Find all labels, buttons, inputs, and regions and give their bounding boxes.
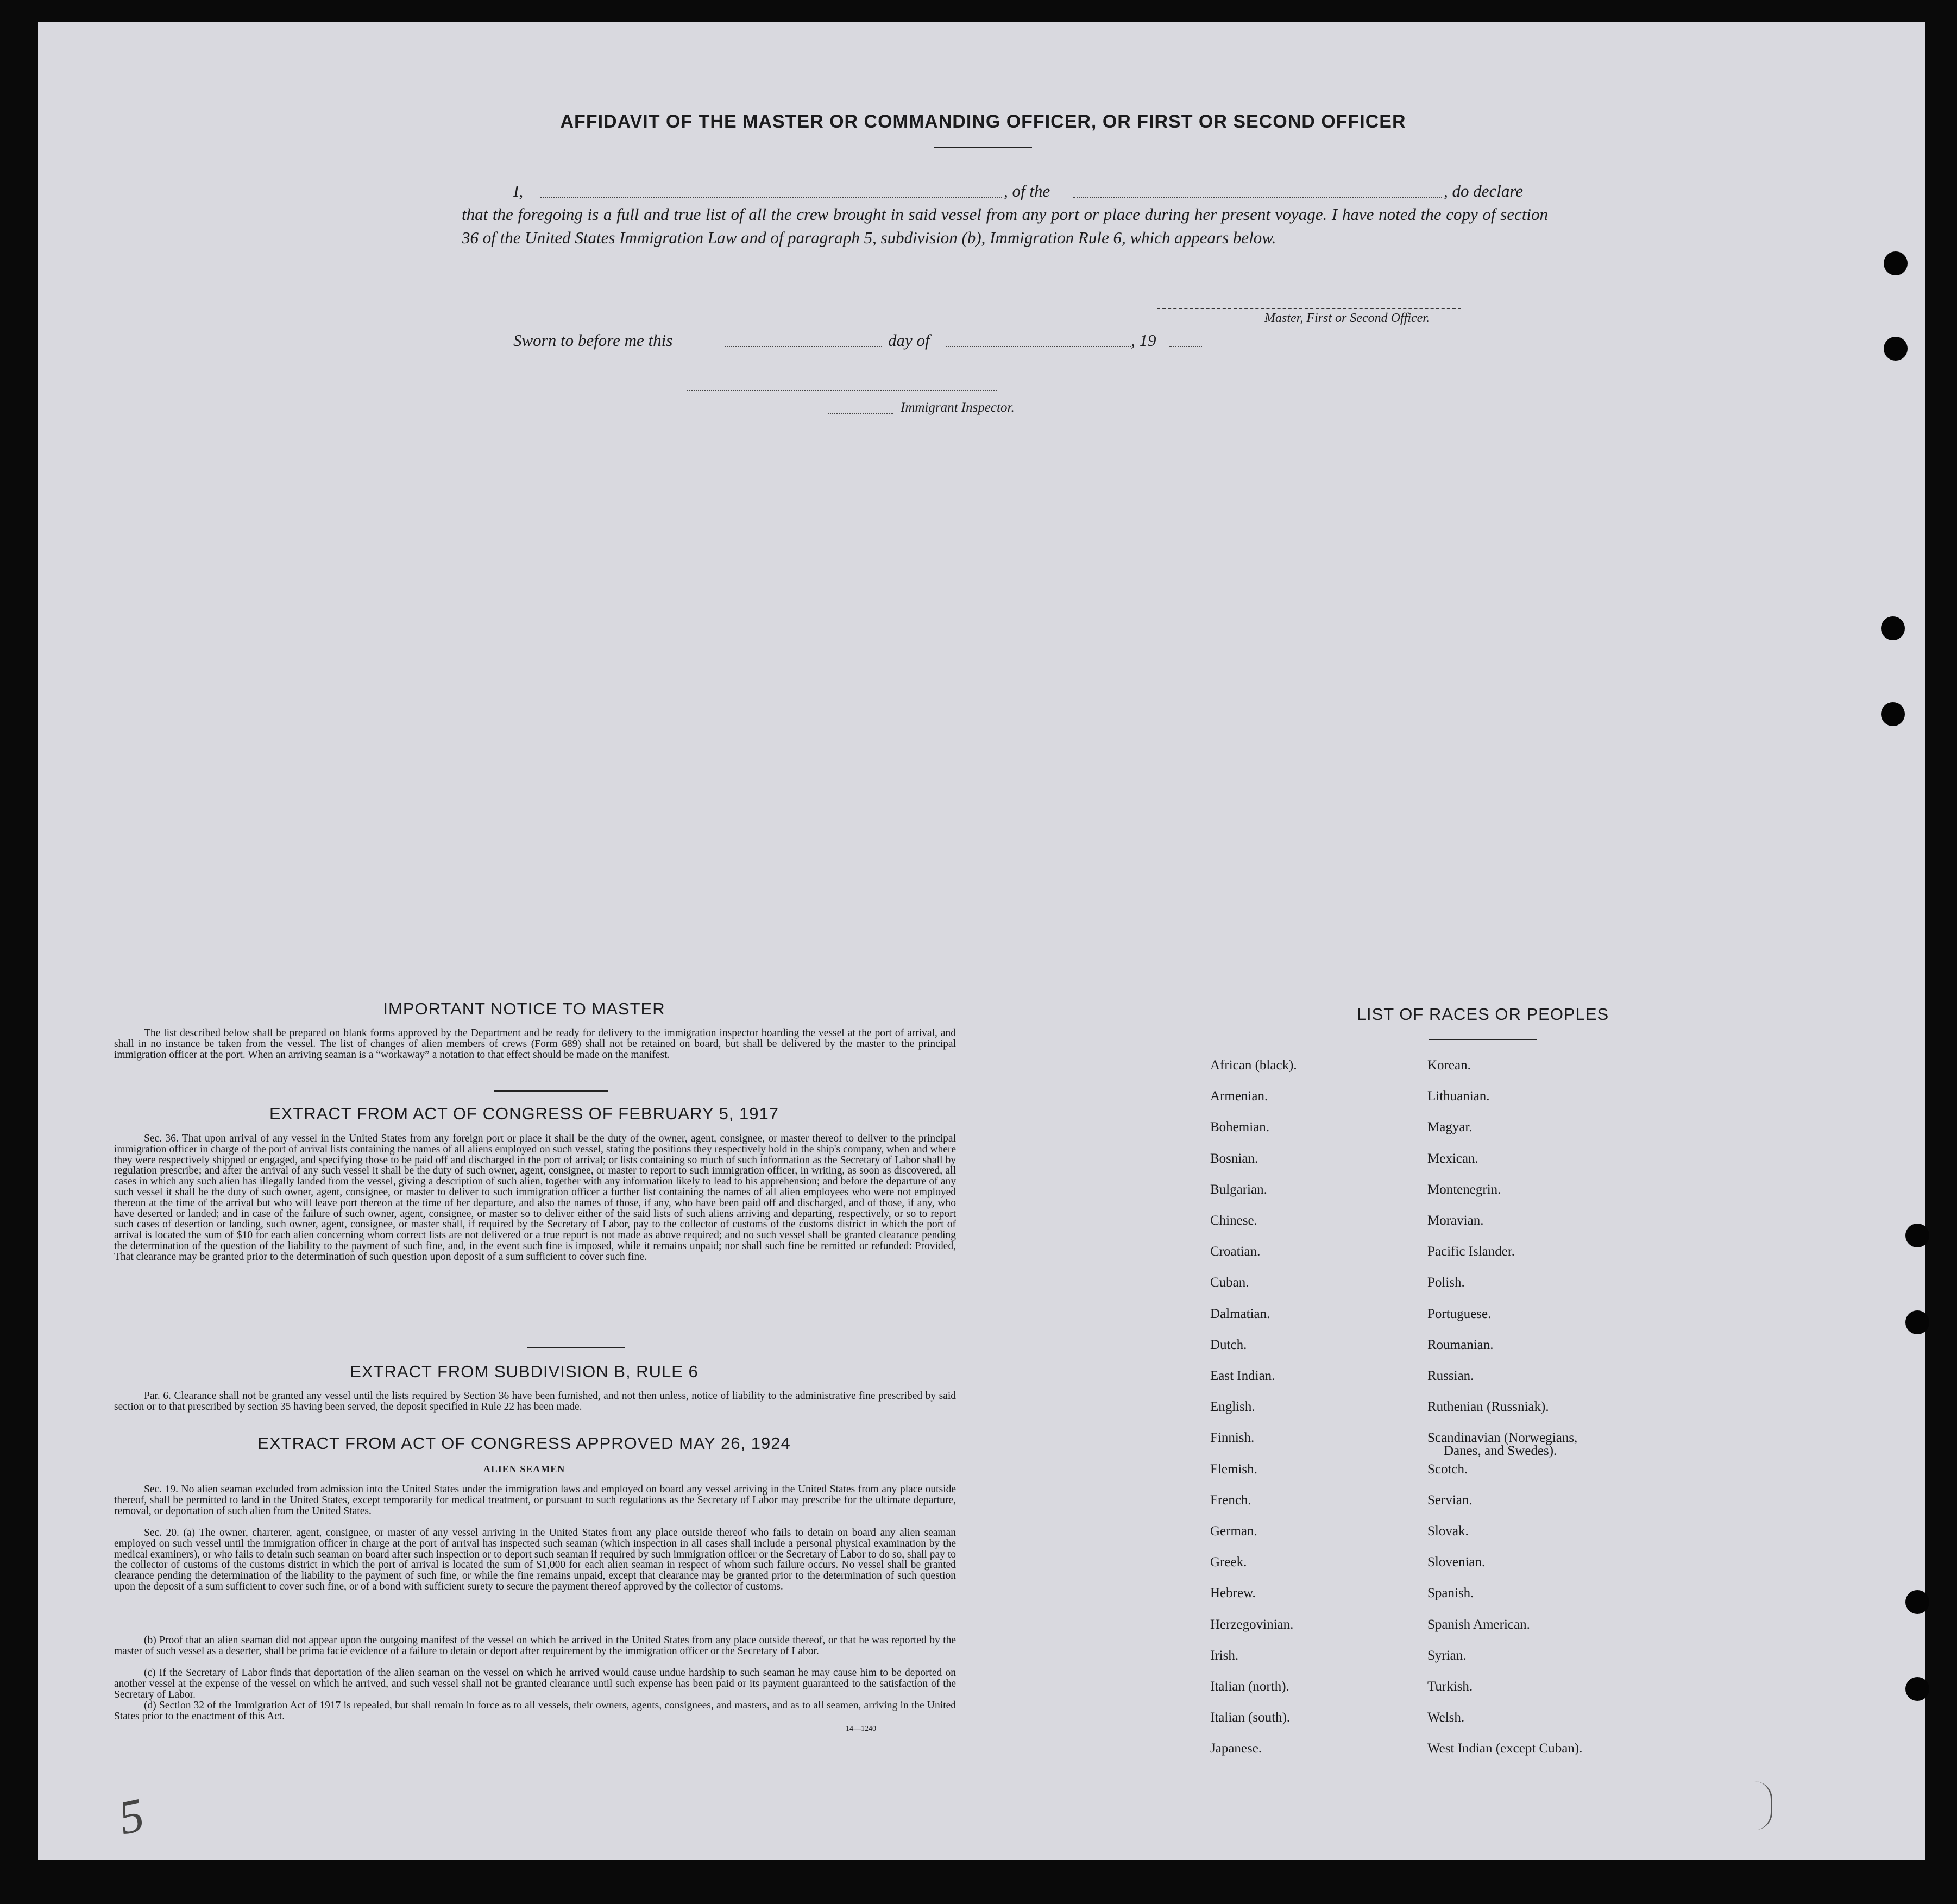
month-blank[interactable]: [946, 346, 1131, 347]
race-item: Spanish American.: [1427, 1617, 1530, 1632]
notice-title: IMPORTANT NOTICE TO MASTER: [383, 999, 665, 1018]
race-item: Syrian.: [1427, 1648, 1467, 1663]
extract-rule6-title: EXTRACT FROM SUBDIVISION B, RULE 6: [350, 1362, 699, 1381]
race-item: Polish.: [1427, 1275, 1465, 1290]
race-item: Welsh.: [1427, 1710, 1465, 1725]
race-item: Servian.: [1427, 1492, 1473, 1508]
year-blank[interactable]: [1169, 346, 1202, 347]
day-of-label: day of: [888, 331, 930, 350]
race-item: Ruthenian (Russniak).: [1427, 1399, 1549, 1415]
sec19-paragraph: Sec. 19. No alien seaman excluded from admission into the United States under the immigration laws and employed on board any vessel arriving in the United States from any place outside thereof, shall be permitted to land in the United States, except temporarily for medical treatment, or pursuant to such regulations as the Secretary of Labor may prescribe for the ultimate departure, removal, or deportation of such alien from the United States.: [114, 1484, 956, 1517]
race-item: Magyar.: [1427, 1120, 1473, 1135]
affidavit-title: AFFIDAVIT OF THE MASTER OR COMMANDING OFFICER, OR FIRST OR SECOND OFFICER: [560, 111, 1406, 132]
punch-hole: [1884, 337, 1908, 361]
extract-1917-divider: [527, 1347, 625, 1348]
sec20b-paragraph: (b) Proof that an alien seaman did not appear upon the outgoing manifest of the vessel on which he arrived in the United States from any place outside thereof, or that he was reported by the master of such vessel as a deserter, shall be prima facie evidence of a failure to detain or deport after requirement by the immigration officer or the Secretary of Labor.: [114, 1635, 956, 1657]
sworn-label: Sworn to before me this: [513, 331, 673, 350]
race-item: Moravian.: [1427, 1213, 1484, 1228]
race-item: Dalmatian.: [1210, 1306, 1270, 1321]
signature-line[interactable]: [1157, 308, 1461, 309]
race-item: Russian.: [1427, 1369, 1474, 1383]
race-item: Italian (north).: [1210, 1679, 1289, 1694]
race-item: Montenegrin.: [1427, 1182, 1501, 1197]
year-label: , 19: [1131, 331, 1156, 350]
race-item: Bulgarian.: [1210, 1182, 1267, 1197]
race-item: Armenian.: [1210, 1089, 1268, 1104]
race-item: Lithuanian.: [1427, 1089, 1490, 1104]
punch-hole: [1905, 1224, 1929, 1247]
punch-hole: [1905, 1677, 1929, 1701]
race-item: Flemish.: [1210, 1461, 1257, 1477]
race-item: Herzegovinian.: [1210, 1617, 1294, 1632]
race-item-continuation: Danes, and Swedes).: [1444, 1443, 1557, 1459]
race-item: Korean.: [1427, 1058, 1471, 1073]
race-item: Scandinavian (Norwegians,: [1427, 1430, 1578, 1446]
race-item: Mexican.: [1427, 1151, 1478, 1166]
punch-hole: [1881, 702, 1905, 726]
extract-1917-title: EXTRACT FROM ACT OF CONGRESS OF FEBRUARY 5, 1917: [269, 1104, 779, 1123]
race-item: Finnish.: [1210, 1430, 1255, 1446]
inspector-label: Immigrant Inspector.: [901, 400, 1015, 415]
inspector-prefix-blank: [828, 413, 893, 414]
race-item: Cuban.: [1210, 1275, 1249, 1290]
race-item: African (black).: [1210, 1058, 1297, 1073]
race-item: Italian (south).: [1210, 1710, 1291, 1725]
notice-divider: [494, 1090, 608, 1092]
race-item: Pacific Islander.: [1427, 1244, 1515, 1259]
extract-1924-title: EXTRACT FROM ACT OF CONGRESS APPROVED MAY 26, 1924: [257, 1434, 791, 1453]
race-item: Roumanian.: [1427, 1337, 1494, 1352]
race-item: English.: [1210, 1399, 1255, 1415]
race-item: Croatian.: [1210, 1244, 1261, 1259]
race-item: West Indian (except Cuban).: [1427, 1741, 1583, 1756]
extract-rule6-body: Par. 6. Clearance shall not be granted any vessel until the lists required by Section 36 have been furnished, and not then unless, notice of liability to the administrative fine prescribed by said section or to that prescribed by section 35 having been served, the deposit specified in Rule 22 has been made.: [114, 1390, 956, 1413]
day-blank[interactable]: [725, 346, 882, 347]
inspector-line[interactable]: [687, 390, 997, 391]
races-title: LIST OF RACES OR PEOPLES: [1356, 1005, 1609, 1024]
extract-1917-body: Sec. 36. That upon arrival of any vessel in the United States from any foreign port or place it shall be the duty of the owner, agent, consignee, or master thereof to deliver to the principal immigration officer in charge of the port of arrival lists containing the names of all aliens employed on such vessel, stating the positions they respectively hold in the ship's company, when and where they were respectively shipped or engaged, and specifying those to be paid off and discharged in the port of arrival; or lists containing so much of such information as the Secretary of Labor shall by regulation prescribe; and after the arrival of any such vessel it shall be the duty of such owner, agent, consignee, or master to report to such immigration officer, in writing, as soon as discovered, all cases in which any such alien has illegally landed from the vessel, giving a description of such alien, together with any information likely to lead to his apprehension; and before the departure of any such vessel it shall be the duty of such owner, agent, consignee, or master to deliver to such immigration officer a further list containing the names of all alien employees who were not employed thereon at the time of the arrival but who will leave port thereon at the time of her departure, and also the names of those, if any, who have been paid off and discharged, and of those, if any, who have deserted or landed; and in case of the failure of such owner, agent, consignee, or master so to deliver either of the said lists of such aliens arriving and departing, respectively, or so to report such cases of desertion or landing, such owner, agent, consignee, or master shall, if required by the Secretary of Labor, pay to the collector of customs of the customs district in which the port of arrival is located the sum of $10 for each alien concerning whom correct lists are not delivered or a true report is not made as above required; and no such vessel shall be granted clearance pending the determination of the question of the liability to the payment of such fine, and, in the event such fine is imposed, while it remains unpaid; nor shall such fine be remitted or refunded: Provided, That clearance may be granted prior to the determination of such question upon deposit of a sum sufficient to cover such fine.: [114, 1133, 956, 1263]
punch-hole: [1881, 616, 1905, 640]
affidavit-declare-label: , do declare: [1444, 181, 1524, 200]
affidavit-of-the-label: , of the: [1004, 181, 1050, 200]
race-item: Chinese.: [1210, 1213, 1257, 1228]
extract-1924-subtitle: ALIEN SEAMEN: [483, 1464, 565, 1474]
race-item: East Indian.: [1210, 1369, 1275, 1383]
punch-hole: [1905, 1310, 1929, 1334]
punch-hole: [1884, 251, 1908, 275]
affidavit-body: that the foregoing is a full and true list of all the crew brought in said vessel from any port or place during her present voyage. I have noted the copy of section 36 of the United States Immigration Law and of paragraph 5, subdivision (b), Immigration Rule 6, which appears below.: [462, 205, 1548, 247]
race-item: Greek.: [1210, 1555, 1247, 1570]
race-item: Slovak.: [1427, 1524, 1469, 1539]
handwritten-stroke: [1754, 1781, 1772, 1830]
signature-label: Master, First or Second Officer.: [1264, 311, 1430, 325]
punch-hole: [1905, 1590, 1929, 1614]
race-item: Hebrew.: [1210, 1586, 1256, 1601]
race-item: Portuguese.: [1427, 1306, 1492, 1321]
race-item: Irish.: [1210, 1648, 1239, 1663]
race-item: Spanish.: [1427, 1586, 1474, 1601]
name-blank[interactable]: [540, 197, 1002, 198]
race-item: Slovenian.: [1427, 1555, 1486, 1570]
race-item: Dutch.: [1210, 1337, 1247, 1352]
sec20c-paragraph: (c) If the Secretary of Labor finds that deportation of the alien seaman on the vessel on which he arrived would cause undue hardship to such seaman he may cause him to be deported on another vessel at the expense of the vessel on which he arrived, and such vessel shall not be granted clearance until such expense has been paid or its payment guaranteed to the satisfaction of the Secretary of Labor.: [114, 1667, 956, 1700]
affidavit-i-label: I,: [513, 181, 524, 200]
notice-body: The list described below shall be prepared on blank forms approved by the Department and be ready for delivery to the immigration inspector boarding the vessel at the port of arrival, and shall in no instance be taken from the vessel. The list of changes of alien members of crews (Form 689) shall not be retained on board, but shall be delivered by the master to the principal immigration officer at the port. When an arriving seaman is a “workaway” a notation to that effect should be made on the manifest.: [114, 1027, 956, 1061]
race-item: Bosnian.: [1210, 1151, 1258, 1166]
title-divider: [934, 147, 1032, 148]
sec20a-paragraph: Sec. 20. (a) The owner, charterer, agent, consignee, or master of any vessel arriving in the United States from any place outside thereof who fails to detain on board any alien seaman employed on such vessel until the immigration officer in charge at the port of arrival has inspected such seaman (which inspection in all cases shall include a personal physical examination by the medical examiners), or who fails to detain such seaman on board after such inspection or to deport such seaman if required by such immigration officer or the Secretary of Labor to do so, shall pay to the collector of customs of the customs district in which the port of arrival is located the sum of $1,000 for each alien seaman in respect of whom such failure occurs. No vessel shall be granted clearance pending the determination of the liability to the payment of such fine, or while the fine remains unpaid, except that clearance may be granted prior to the determination of such question upon the deposit of a sum sufficient to cover such fine, or of a bond with sufficient surety to secure the payment thereof approved by the collector of customs.: [114, 1527, 956, 1592]
race-item: Scotch.: [1427, 1461, 1468, 1477]
form-number: 14—1240: [846, 1725, 876, 1733]
handwritten-mark: 5: [114, 1788, 149, 1845]
races-divider: [1429, 1039, 1537, 1040]
race-item: Japanese.: [1210, 1741, 1262, 1756]
race-item: German.: [1210, 1524, 1257, 1539]
race-item: French.: [1210, 1492, 1251, 1508]
race-item: Bohemian.: [1210, 1120, 1270, 1135]
sec20d-paragraph: (d) Section 32 of the Immigration Act of 1917 is repealed, but shall remain in force as to all vessels, their owners, agents, consignees, and masters, and as to all seamen, arriving in the United States prior to the enactment of this Act.: [114, 1700, 956, 1722]
race-item: Turkish.: [1427, 1679, 1473, 1694]
document-page: [38, 22, 1925, 1860]
vessel-blank[interactable]: [1073, 197, 1442, 198]
